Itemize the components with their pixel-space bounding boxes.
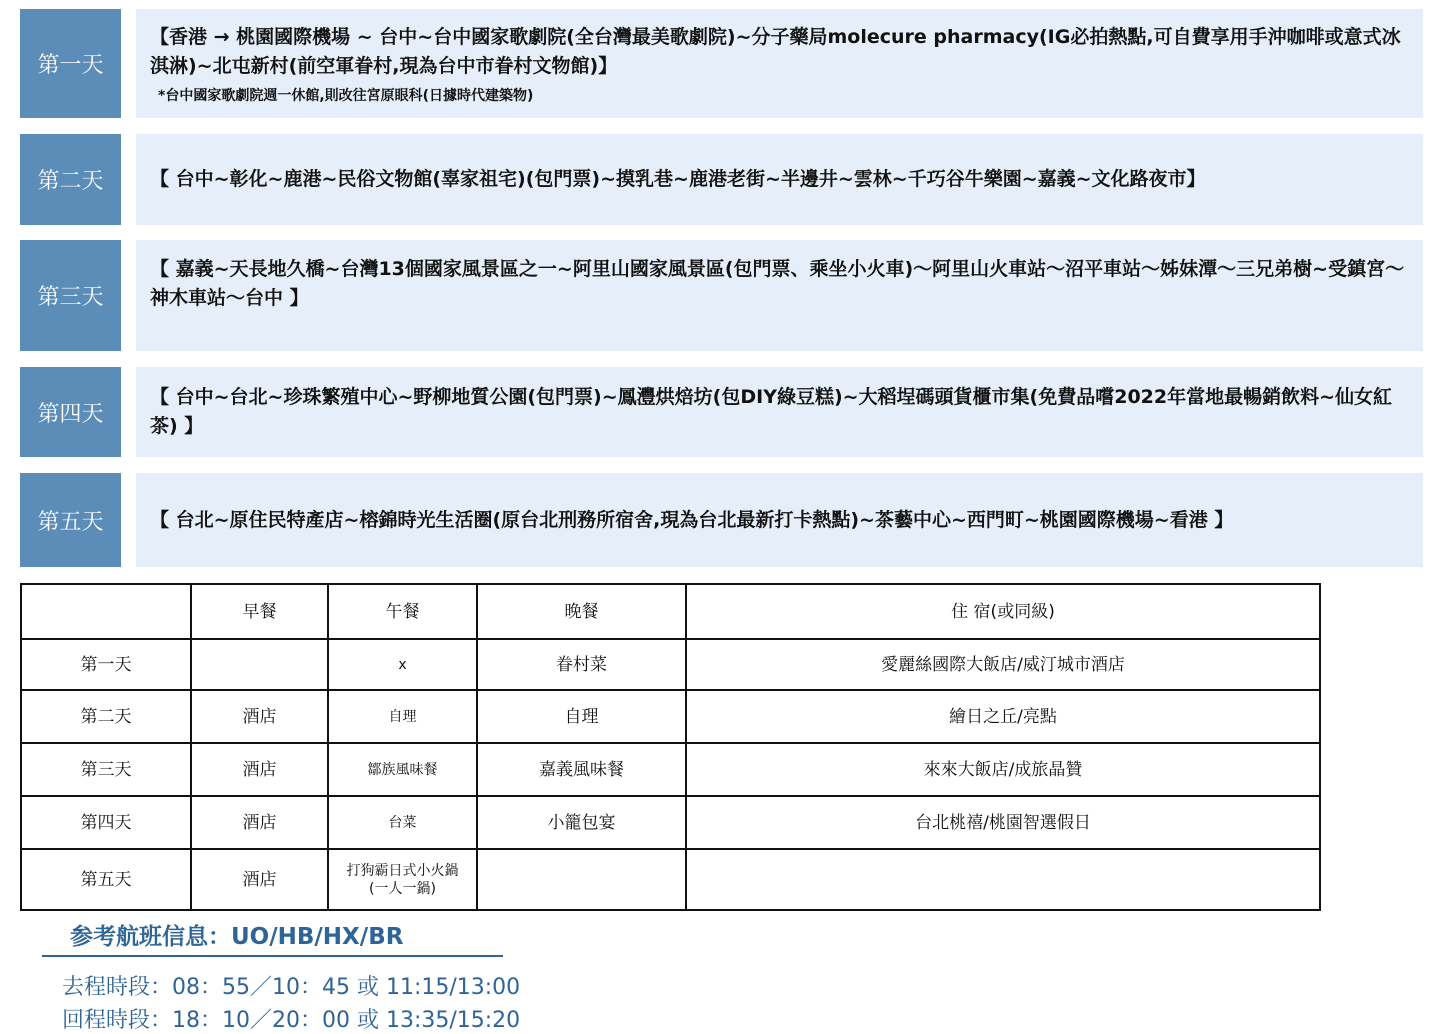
day-label: 第三天 — [20, 240, 121, 351]
breakfast-cell: 酒店 — [191, 849, 328, 910]
day-label: 第一天 — [20, 9, 121, 118]
hotel-cell: 台北桃禧/桃園智選假日 — [686, 796, 1320, 849]
day-route-text: 【 台中~彰化~鹿港~民俗文物館(辜家祖宅)(包門票)~摸乳巷~鹿港老街~半邊井~雲林~千巧谷牛樂園~嘉義~文化路夜市】 — [150, 168, 1206, 190]
table-header-row — [21, 584, 1320, 639]
itinerary-day-2 — [20, 134, 1423, 225]
day-label: 第五天 — [20, 473, 121, 567]
day-cell: 第二天 — [21, 690, 191, 743]
breakfast-cell: 酒店 — [191, 796, 328, 849]
dinner-cell: 小籠包宴 — [477, 796, 686, 849]
breakfast-cell — [191, 639, 328, 690]
hotel-cell: 愛麗絲國際大飯店/威汀城市酒店 — [686, 639, 1320, 690]
meals-table — [20, 583, 1321, 911]
day-route-text: 【 台北~原住民特產店~榕錦時光生活圈(原台北刑務所宿舍,現為台北最新打卡熱點)~茶藝中心~西門町~桃園國際機場~看港 】 — [150, 508, 1234, 531]
header-cell: 早餐 — [191, 584, 328, 639]
itinerary-day-4 — [20, 367, 1423, 457]
flight-divider — [42, 955, 503, 957]
header-cell: 晚餐 — [477, 584, 686, 639]
header-cell — [21, 584, 191, 639]
table-row — [21, 796, 1320, 849]
day-content — [136, 367, 1423, 457]
lunch-cell: 鄒族風味餐 — [328, 743, 477, 796]
itinerary-day-5 — [20, 473, 1423, 567]
lunch-cell: 台菜 — [328, 796, 477, 849]
dinner-cell: 自理 — [477, 690, 686, 743]
day-route-text: 【 嘉義~天長地久橋~台灣13個國家風景區之一~阿里山國家風景區(包門票、乘坐小火車)～阿里山火車站～沼平車站～姊妹潭～三兄弟樹~受鎮宮～神木車站～台中 】 — [150, 258, 1405, 309]
lunch-cell: x — [328, 639, 477, 690]
day-cell: 第三天 — [21, 743, 191, 796]
day-route-text: 【 台中~台北~珍珠繁殖中心~野柳地質公園(包門票)~鳳灃烘焙坊(包DIY綠豆糕)~大稻埕碼頭貨櫃市集(免費品嚐2022年當地最暢銷飲料~仙女紅茶) 】 — [150, 386, 1393, 437]
day-cell: 第一天 — [21, 639, 191, 690]
hotel-cell: 繪日之丘/亮點 — [686, 690, 1320, 743]
day-label: 第四天 — [20, 367, 121, 457]
dinner-cell — [477, 849, 686, 910]
table-row — [21, 849, 1320, 910]
itinerary-day-1 — [20, 9, 1423, 118]
lunch-cell: 自理 — [328, 690, 477, 743]
dinner-cell: 眷村菜 — [477, 639, 686, 690]
table-row — [21, 639, 1320, 690]
breakfast-cell: 酒店 — [191, 690, 328, 743]
table-row — [21, 743, 1320, 796]
day-cell: 第四天 — [21, 796, 191, 849]
outbound-times: 去程時段：08：55／10：45 或 11:15/13:00 — [62, 975, 521, 1000]
dinner-cell: 嘉義風味餐 — [477, 743, 686, 796]
day-note: *台中國家歌劇院週一休館,則改往宮原眼科(日據時代建築物) — [158, 87, 534, 104]
breakfast-cell: 酒店 — [191, 743, 328, 796]
day-cell: 第五天 — [21, 849, 191, 910]
lunch-cell: 打狗霸日式小火鍋 (一人一鍋) — [328, 849, 477, 910]
day-content — [136, 240, 1423, 351]
hotel-cell: 來來大飯店/成旅晶贊 — [686, 743, 1320, 796]
day-content — [136, 473, 1423, 567]
table-row — [21, 690, 1320, 743]
itinerary-day-3 — [20, 240, 1423, 351]
header-cell: 住 宿(或同級) — [686, 584, 1320, 639]
day-content — [136, 9, 1423, 118]
day-route-text: 【香港 → 桃園國際機場 ~ 台中~台中國家歌劇院(全台灣最美歌劇院)~分子藥局molecure pharmacy(IG必拍熱點,可自費享用手沖咖啡或意式冰淇淋)~北屯新村(前空軍眷村,現為台中市眷村文物館)】 — [150, 25, 1401, 77]
day-content — [136, 134, 1423, 225]
flight-info-title: 参考航班信息：UO/HB/HX/BR — [70, 924, 404, 950]
return-times: 回程時段：18：10／20：00 或 13:35/15:20 — [62, 1008, 521, 1033]
day-label: 第二天 — [20, 134, 121, 225]
hotel-cell — [686, 849, 1320, 910]
header-cell: 午餐 — [328, 584, 477, 639]
